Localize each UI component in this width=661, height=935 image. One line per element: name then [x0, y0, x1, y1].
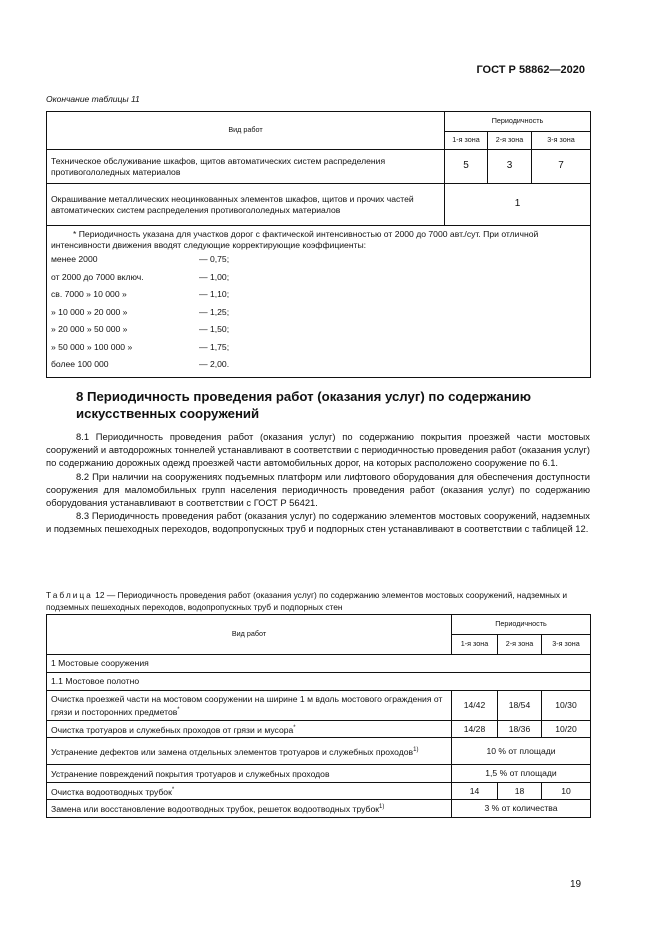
- section-body: 8.1 Периодичность проведения работ (оказания услуг) по содержанию покрытия проезжей части мостовых сооружений и автодорожных тоннелей устанавливают в соответствии с периодичностью проведения работ (оказания услуг) по содержанию дорожных одежд проезжей части автомобильных дорог, на которых расположено сооружение по 6.1. 8.2 При наличии на сооружениях подъемных платформ или лифтового оборудования для обеспечения доступности сооружения для маломобильных групп населения периодичность проведения работ (оказания услуг) по содержанию оборудования устанавливают в соответствии с ГОСТ Р 56421. 8.3 Периодичность проведения работ (оказания услуг) по содержанию элементов мостовых сооружений, надземных и подземных пешеходных переходов, водопропускных труб и подпорных стен устанавливают в соответствии с таблицей 12.: [46, 431, 590, 535]
- page-number: 19: [570, 879, 582, 890]
- coef-3: » 10 000 » 20 000 » — 1,25;: [51, 306, 230, 317]
- table12-caption: Таблица 12 — Периодичность проведения работ (оказания услуг) по содержанию элементов мостовых сооружений, надземных и подземных пешеходных переходов, водопропускных труб и подпорных стен: [46, 590, 568, 612]
- zone-2: 2-я зона: [488, 132, 532, 150]
- table-row: Окрашивание металлических неоцинкованных элементов шкафов, щитов и прочих частей автоматических систем распределения противогололедных материалов 1: [47, 184, 591, 226]
- table11-footnote: * Периодичность указана для участков дорог с фактической интенсивностью от 2000 до 7000 авт./сут. При отличной интенсивности движения вводят следующие корректирующие коэффициенты: менее 2000 — 0,75; от 2000 до 7000 включ. — 1,00; св. 7000 » 10 000 » — 1,10; » 10 000 » 20 000 » — 1,25; » 20 000 » 50 000 » — 1,50; » 50 000 » 100 000 » — 1,75; более 100 000 — 2,00.: [47, 226, 591, 378]
- zone-1: 1-я зона: [445, 132, 488, 150]
- table11-caption: Окончание таблицы 11: [46, 94, 140, 104]
- zone-3: 3-я зона: [532, 132, 591, 150]
- document-id: ГОСТ Р 58862—2020: [476, 64, 585, 76]
- coef-2: св. 7000 » 10 000 » — 1,10;: [51, 289, 230, 299]
- table-11: [46, 111, 591, 378]
- section-row: 1 Мостовые сооружения: [47, 655, 591, 673]
- col-period: Периодичность: [445, 112, 591, 132]
- table-row: Устранение дефектов или замена отдельных элементов тротуаров и служебных проходов$^{1)}$ 10 % от площади: [47, 738, 591, 765]
- table-12: Вид работ Периодичность 1-я зона 2-я зона 3-я зона 1 Мостовые сооружения 1.1 Мостовое полотно Очистка проезжей части на мостовом сооружении на ширине 1 м вдоль мостового ограждения от грязи и посторонних предметов* 14/42 18/54 10/30 Очистка тротуаров и служебных проходов от грязи и мусора* 14/28 18/36 10/20 Устранение дефектов или замена отдельных элементов тротуаров и служебных проходов$^{1)}$ 10 % от площади Устранение повреждений покрытия тротуаров и служебных проходов 1,5 % от площади Очистка водоотводных трубок* 14 18 10 Замена или восстановление водоотводных трубок, решеток водоотводных трубок$^{1)}$ 3 % от количества: [46, 614, 591, 818]
- coef-1: от 2000 до 7000 включ. — 1,00;: [51, 271, 230, 282]
- table-row: Техническое обслуживание шкафов, щитов автоматических систем распределения противогололедных материалов 5 3 7: [47, 150, 591, 184]
- table-row: Очистка тротуаров и служебных проходов от грязи и мусора* 14/28 18/36 10/20: [47, 721, 591, 738]
- subsection-row: 1.1 Мостовое полотно: [47, 673, 591, 691]
- table-row: Очистка водоотводных трубок* 14 18 10: [47, 782, 591, 799]
- col-work: Вид работ: [47, 112, 445, 150]
- coef-6: более 100 000 — 2,00.: [51, 359, 230, 369]
- table-row: Замена или восстановление водоотводных трубок, решеток водоотводных трубок$^{1)}$ 3 % от количества: [47, 800, 591, 818]
- table-row: Очистка проезжей части на мостовом сооружении на ширине 1 м вдоль мостового ограждения от грязи и посторонних предметов* 14/42 18/54 10/30: [47, 691, 591, 721]
- section-title: 8 Периодичность проведения работ (оказания услуг) по содержанию искусственных сооружений: [76, 389, 532, 421]
- table-row: Устранение повреждений покрытия тротуаров и служебных проходов 1,5 % от площади: [47, 765, 591, 782]
- coef-4: » 20 000 » 50 000 » — 1,50;: [51, 324, 230, 334]
- coef-0: менее 2000 — 0,75;: [51, 254, 230, 264]
- coef-5: » 50 000 » 100 000 » — 1,75;: [51, 341, 230, 352]
